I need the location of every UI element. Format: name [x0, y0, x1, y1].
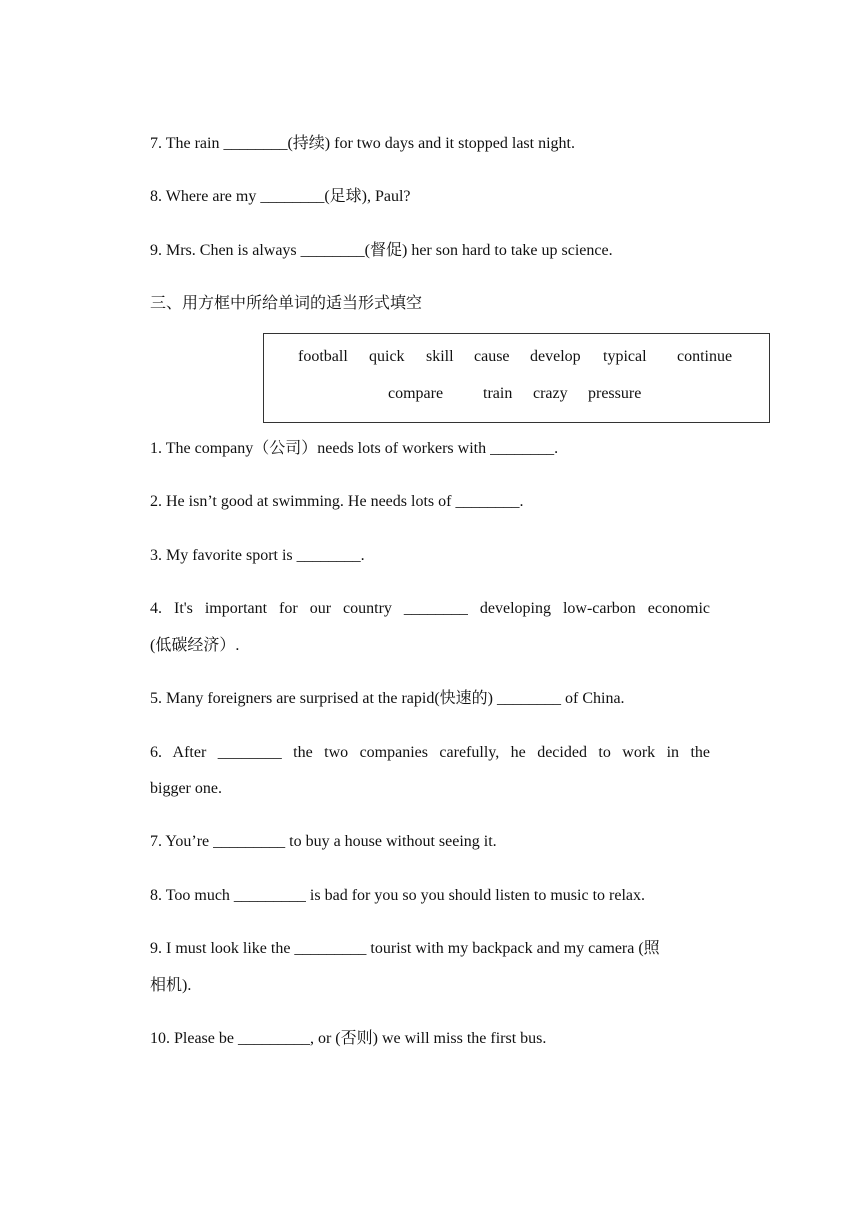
word-box [263, 333, 770, 423]
question-4-line-1: 4. It's important for our country ________ developing low-carbon economic [150, 600, 710, 617]
question-8-football: 8. Where are my ________(足球), Paul? [150, 188, 411, 205]
word-train: train [483, 385, 513, 402]
question-9-urge: 9. Mrs. Chen is always ________(督促) her son hard to take up science. [150, 242, 613, 259]
question-6-line-2: bigger one. [150, 780, 222, 797]
question-9-line-2: 相机). [150, 977, 192, 994]
question-9-line-1: 9. I must look like the _________ tourist with my backpack and my camera (照 [150, 940, 660, 957]
question-2: 2. He isn’t good at swimming. He needs lots of ________. [150, 493, 524, 510]
question-7-rain: 7. The rain ________(持续) for two days and it stopped last night. [150, 135, 575, 152]
word-develop: develop [530, 348, 581, 365]
question-5: 5. Many foreigners are surprised at the rapid(快速的) ________ of China. [150, 690, 625, 707]
word-crazy: crazy [533, 385, 568, 402]
section-3-heading: 三、用方框中所给单词的适当形式填空 [150, 295, 423, 312]
question-4-line-2: (低碳经济）. [150, 637, 240, 654]
word-continue: continue [677, 348, 733, 365]
question-7: 7. You’re _________ to buy a house without seeing it. [150, 833, 497, 850]
question-10: 10. Please be _________, or (否则) we will miss the first bus. [150, 1030, 547, 1047]
word-compare: compare [388, 385, 444, 402]
word-football: football [298, 348, 348, 365]
question-3: 3. My favorite sport is ________. [150, 547, 365, 564]
question-6-line-1: 6. After ________ the two companies carefully, he decided to work in the [150, 744, 710, 761]
word-cause: cause [474, 348, 510, 365]
question-8: 8. Too much _________ is bad for you so you should listen to music to relax. [150, 887, 645, 904]
question-1: 1. The company（公司）needs lots of workers with ________. [150, 440, 559, 457]
word-quick: quick [369, 348, 405, 365]
word-typical: typical [603, 348, 647, 365]
word-pressure: pressure [588, 385, 642, 402]
word-skill: skill [426, 348, 454, 365]
